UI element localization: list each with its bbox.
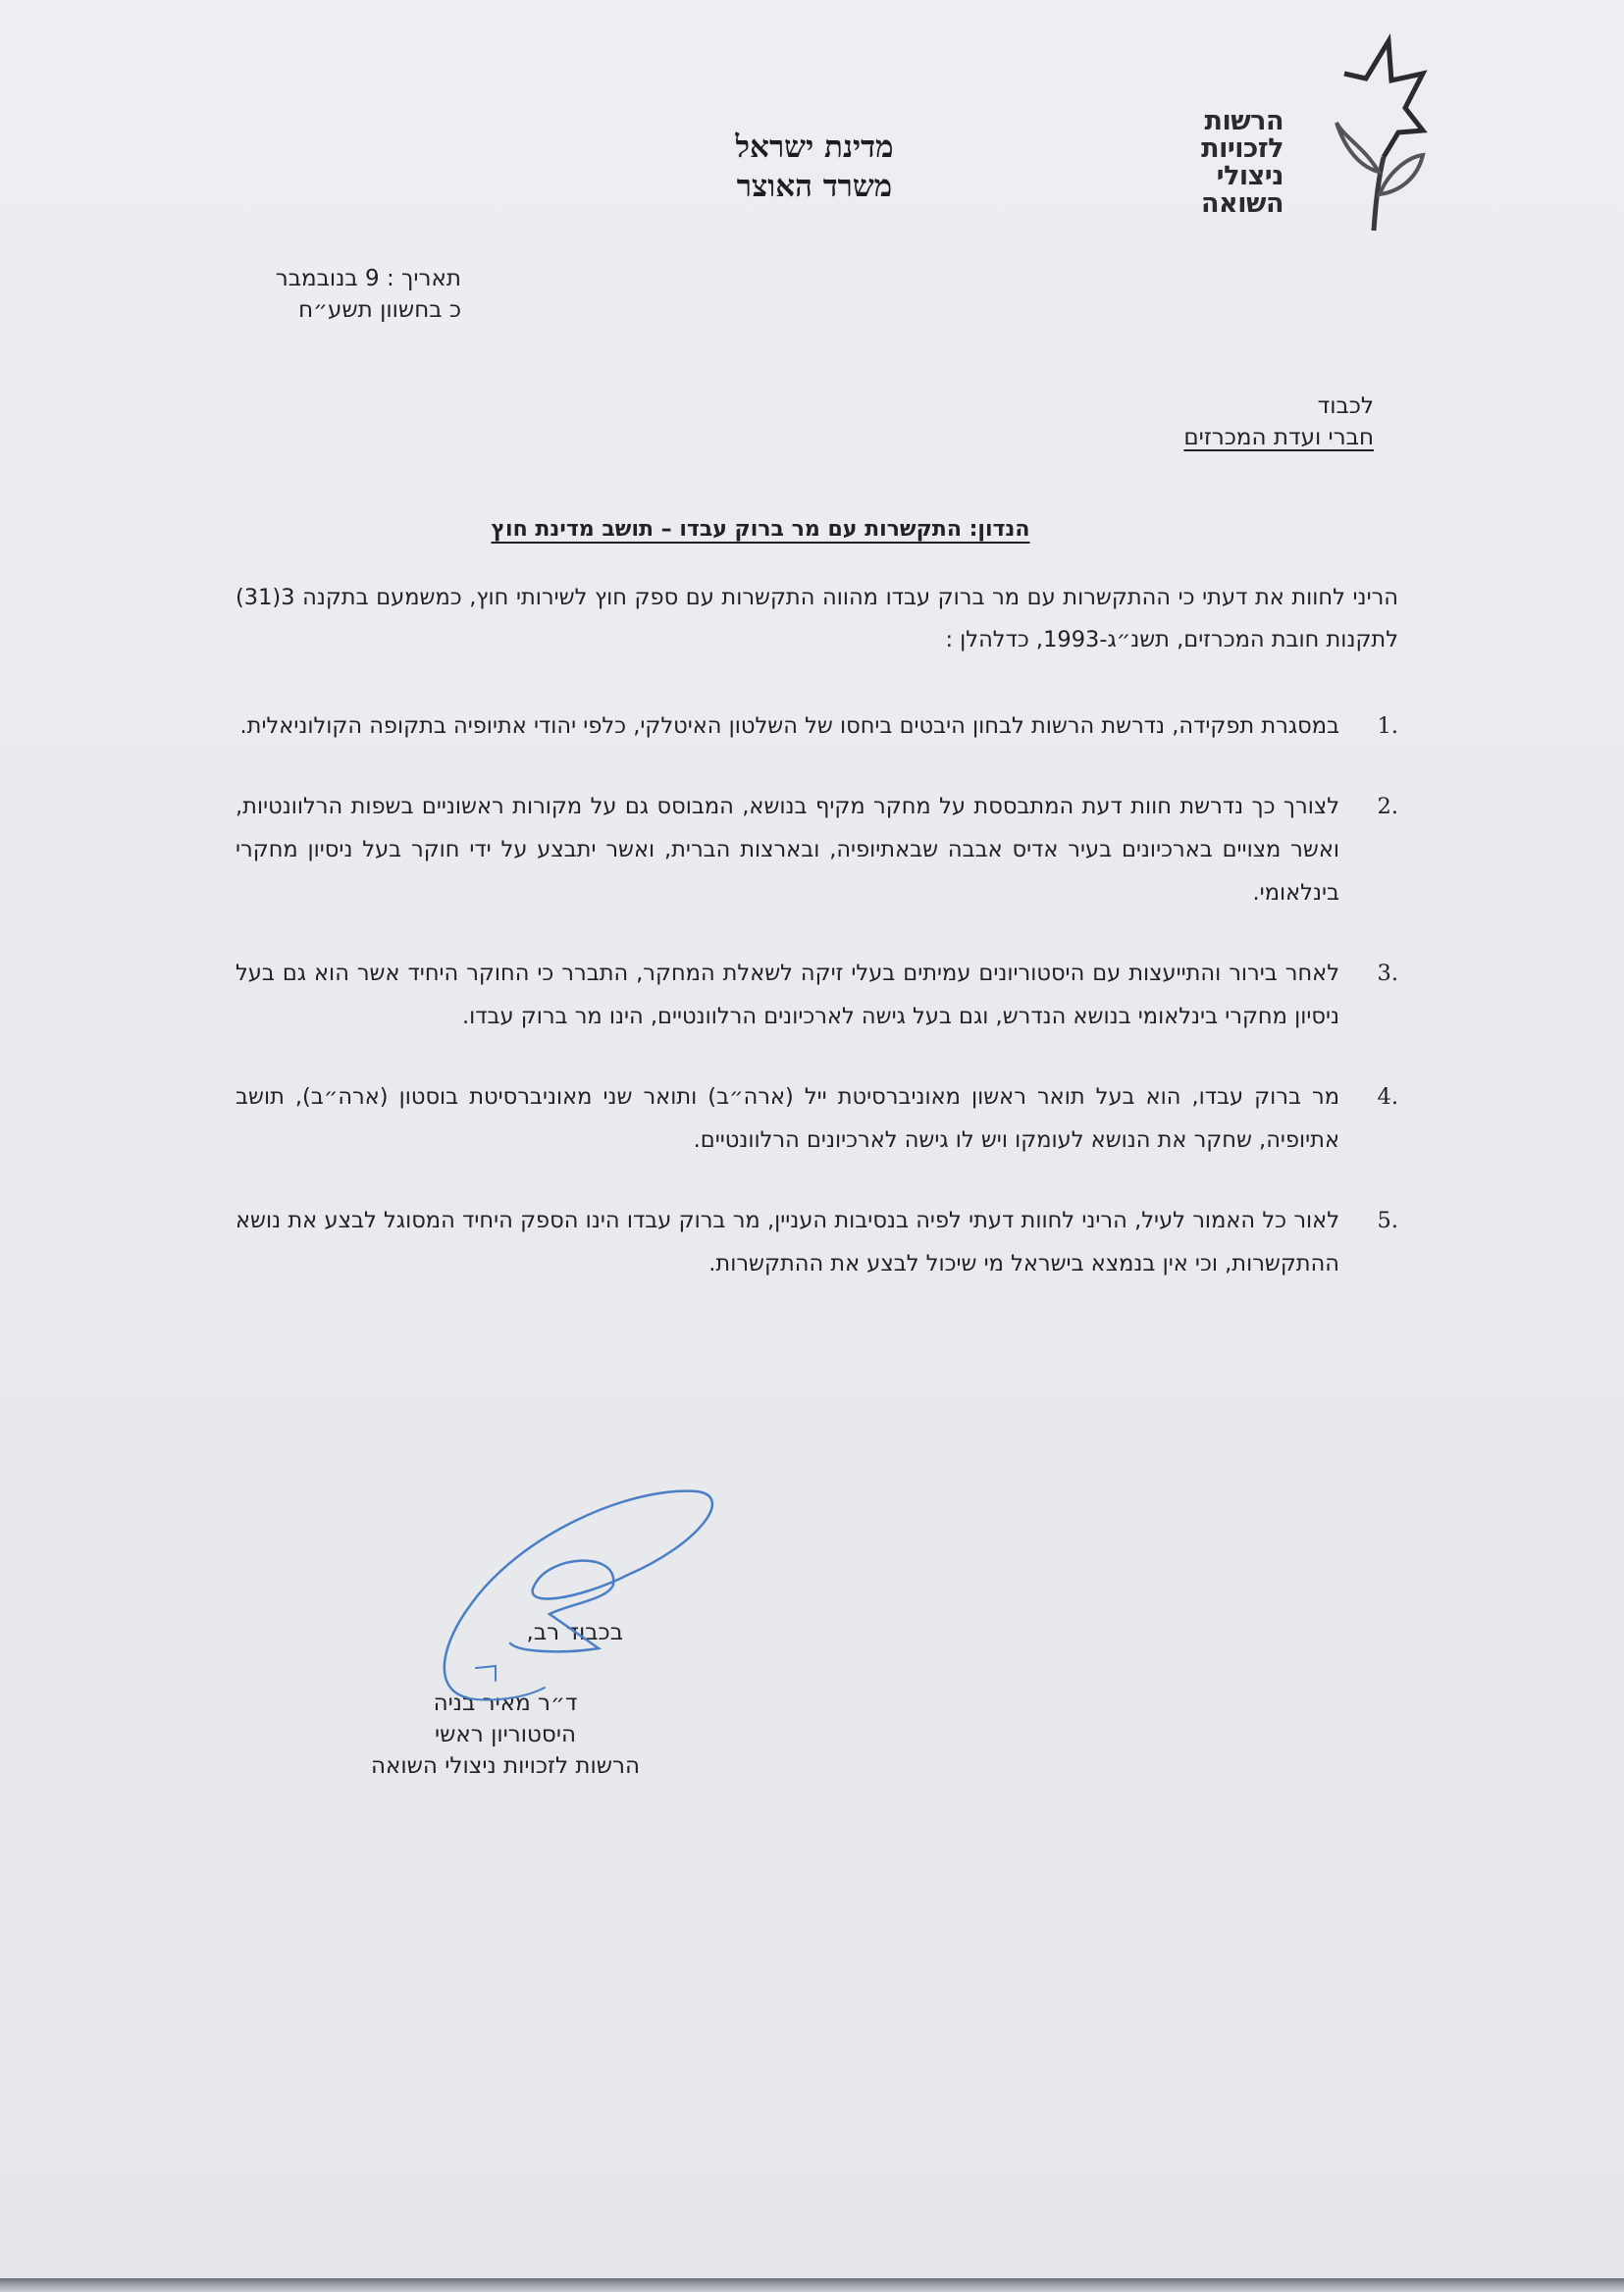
item-number: 5. (1377, 1208, 1398, 1233)
list-item (236, 704, 1398, 748)
ministry-name: משרד האוצר (736, 169, 893, 204)
list-item (236, 952, 1398, 1038)
list-item (236, 1199, 1398, 1285)
signatory-name: ד״ר מאיר בניה (433, 1691, 578, 1716)
star-flower-icon (1325, 29, 1433, 235)
list-item (236, 1075, 1398, 1162)
item-text: לאור כל האמור לעיל, הריני לחוות דעתי לפיה בנסיבות העניין, מר ברוק עבדו הינו הספק היחיד המסוגל לבצע את נושא ההתקשרות, וכי אין בנמצא בישראל מי שיכול לבצע את ההתקשרות. (236, 1208, 1339, 1276)
item-number: 2. (1377, 794, 1398, 819)
government-header (677, 128, 952, 206)
logo-line: לזכויות (1201, 133, 1283, 164)
logo-line: השואה (1201, 188, 1283, 219)
date-block (226, 263, 461, 326)
subject-line: הנדון: התקשרות עם מר ברוק עבדו – תושב מדינת חוץ (491, 517, 1030, 542)
authority-logo (1201, 29, 1442, 235)
closing-greeting: בכבוד רב, (526, 1620, 623, 1645)
item-text: מר ברוק עבדו, הוא בעל תואר ראשון מאוניברסיטת ייל (ארה״ב) ותואר שני מאוניברסיטת בוסטון (ארה״ב), תושב אתיופיה, שחקר את הנושא לעומקו ויש לו גישה לארכיונים הרלוונטיים. (236, 1084, 1339, 1153)
intro-paragraph: הריני לחוות את דעתי כי ההתקשרות עם מר ברוק עבדו מהווה התקשרות עם ספק חוץ לשירותי חוץ, כמשמעם בתקנה 3(31) לתקנות חובת המכרזים, תשנ״ג-1993, כדלהלן : (236, 585, 1398, 652)
list-item (236, 785, 1398, 914)
logo-line: ניצולי (1216, 161, 1283, 191)
logo-text (1166, 108, 1283, 218)
signatory-organization: הרשות לזכויות ניצולי השואה (370, 1753, 641, 1779)
item-text: לאחר בירור והתייעצות עם היסטוריונים עמיתים בעלי זיקה לשאלת המחקר, התברר כי החוקר היחיד אשר הוא גם בעל ניסיון מחקרי בינלאומי בנושא הנדרש, וגם בעל גישה לארכיונים הרלוונטיים, הינו מר ברוק עבדו. (236, 961, 1339, 1029)
logo-line: הרשות (1204, 106, 1283, 136)
item-number: 3. (1377, 961, 1398, 986)
gregorian-date: תאריך : 9 בנובמבר (275, 266, 461, 291)
item-text: לצורך כך נדרשת חוות דעת המתבססת על מחקר מקיף בנושא, המבוסס גם על מקורות ראשוניים בשפות הרלוונטיות, ואשר מצויים בארכיונים בעיר אדיס אבבה שבאתיופיה, ובארצות הברית, ואשר יתבצע על ידי חוקר בעל ניסיון מחקרי בינלאומי. (236, 794, 1339, 906)
handwritten-signature (373, 1477, 716, 1712)
state-name: מדינת ישראל (735, 130, 894, 165)
addressee-block (1079, 391, 1374, 453)
hebrew-date: כ בחשוון תשע״ח (298, 297, 461, 323)
scan-edge (0, 2278, 1624, 2292)
numbered-list (236, 704, 1398, 1285)
salutation: לכבוד (1317, 393, 1374, 419)
signatory-title: היסטוריון ראשי (434, 1722, 577, 1747)
recipient: חברי ועדת המכרזים (1183, 425, 1374, 450)
item-text: במסגרת תפקידה, נדרשת הרשות לבחון היבטים ביחסו של השלטון האיטלקי, כלפי יהודי אתיופיה בתקופה הקולוניאלית. (239, 713, 1339, 739)
item-number: 1. (1377, 713, 1398, 739)
item-number: 4. (1377, 1084, 1398, 1110)
